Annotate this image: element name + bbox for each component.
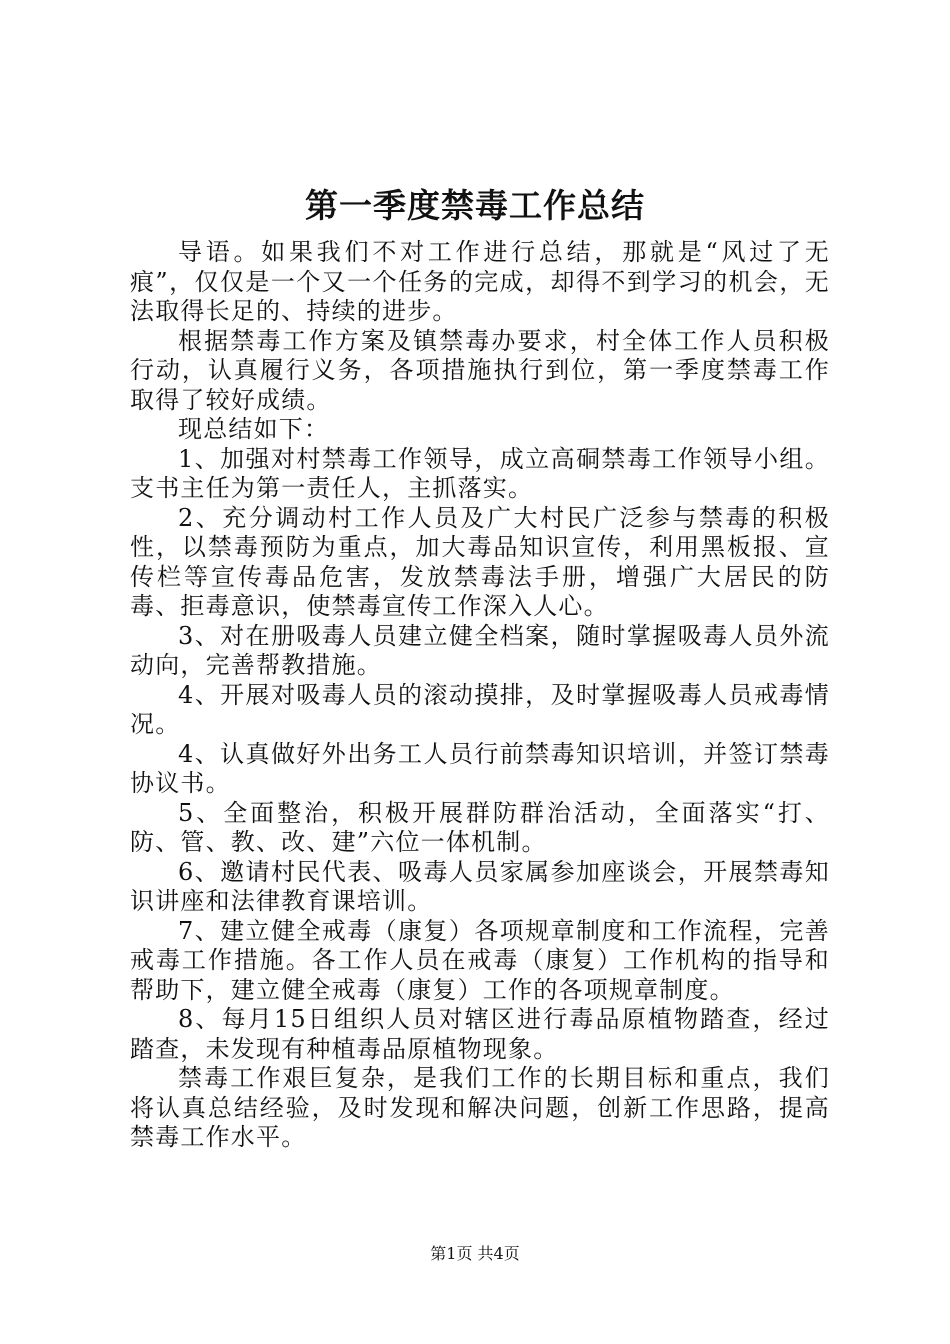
paragraph-summary-lead: 现总结如下： [178,415,330,443]
page-number: 第1页 共4页 [430,1244,520,1263]
paragraph-item-3: 3、对在册吸毒人员建立健全档案，随时掌握吸毒人员外流动向，完善帮教措施。 [130,621,830,679]
paragraph-item-5: 5、全面整治，积极开展群防群治活动，全面落实“打、防、管、教、改、建”六位一体机制。 [130,798,830,856]
paragraph-item-4b: 4、认真做好外出务工人员行前禁毒知识培训，并签订禁毒协议书。 [130,739,830,797]
paragraph-item-8: 8、每月15日组织人员对辖区进行毒品原植物踏查，经过踏查，未发现有种植毒品原植物现象。 [130,1005,830,1063]
paragraph-item-6: 6、邀请村民代表、吸毒人员家属参加座谈会，开展禁毒知识讲座和法律教育课培训。 [130,857,830,915]
paragraph-intro: 导语。如果我们不对工作进行总结，那就是“风过了无痕”，仅仅是一个又一个任务的完成，却得不到学习的机会，无法取得长足的、持续的进步。 [130,238,830,325]
document-body [130,238,830,1153]
paragraph-item-7: 7、建立健全戒毒（康复）各项规章制度和工作流程，完善戒毒工作措施。各工作人员在戒毒（康复）工作机构的指导和帮助下，建立健全戒毒（康复）工作的各项规章制度。 [130,916,830,1004]
paragraph-item-4a: 4、开展对吸毒人员的滚动摸排，及时掌握吸毒人员戒毒情况。 [130,680,830,738]
paragraph-item-1: 1、加强对村禁毒工作领导，成立高硐禁毒工作领导小组。支书主任为第一责任人，主抓落实。 [130,444,830,502]
document-title: 第一季度禁毒工作总结 [305,186,645,225]
paragraph-background: 根据禁毒工作方案及镇禁毒办要求，村全体工作人员积极行动，认真履行义务，各项措施执行到位，第一季度禁毒工作取得了较好成绩。 [130,326,830,414]
paragraph-item-2: 2、充分调动村工作人员及广大村民广泛参与禁毒的积极性，以禁毒预防为重点，加大毒品知识宣传，利用黑板报、宣传栏等宣传毒品危害，发放禁毒法手册，增强广大居民的防毒、拒毒意识，使禁毒宣传工作深入人心。 [130,503,830,620]
paragraph-conclusion: 禁毒工作艰巨复杂，是我们工作的长期目标和重点，我们将认真总结经验，及时发现和解决问题，创新工作思路，提高禁毒工作水平。 [130,1064,830,1151]
